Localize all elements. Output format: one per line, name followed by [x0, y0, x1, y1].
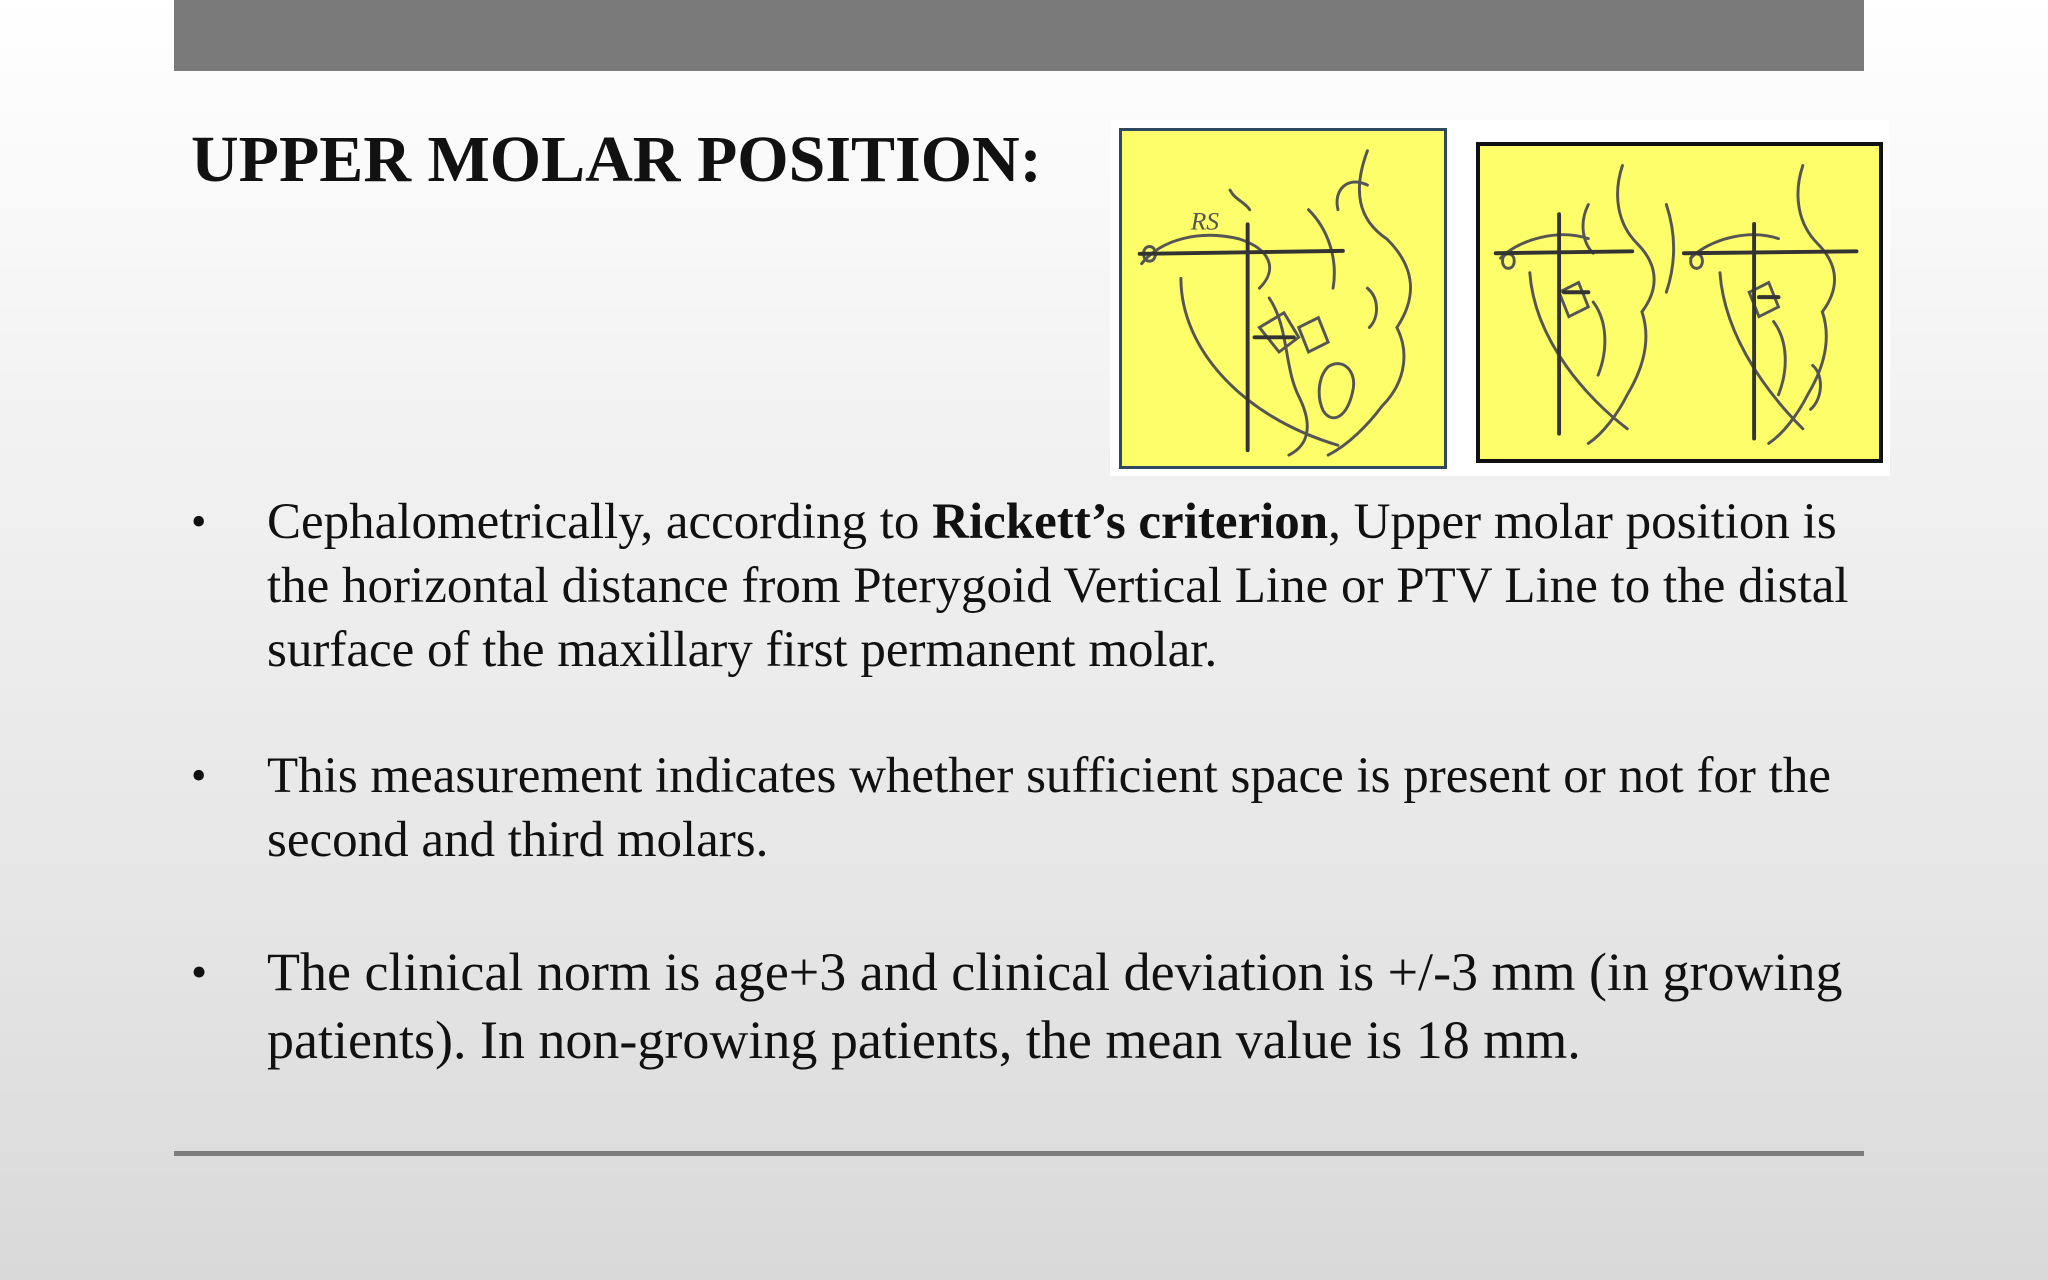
bullet-text: This measurement indicates whether sufficient space is present or not for the second and third molars.	[267, 748, 1831, 868]
footer-divider	[174, 1151, 1864, 1156]
bullet-icon: •	[191, 946, 208, 997]
tracing-sketch-right	[1480, 146, 1879, 459]
figure-label: RS	[1190, 206, 1220, 236]
bullet-icon: •	[191, 497, 207, 546]
cephalogram-tracing-right	[1476, 142, 1883, 463]
cephalometric-figure	[1110, 120, 1890, 476]
bullet-text-start: Cephalometrically, according to	[267, 494, 933, 550]
cephalogram-tracing-left	[1119, 128, 1447, 469]
bullet-text-bold: Rickett’s criterion	[932, 494, 1329, 550]
header-bar	[174, 0, 1864, 71]
bullet-text-end: , Upper molar position is the horizontal distance from Pterygoid Vertical Line or PTV Line to the distal surface of the maxillary first permanent molar.	[267, 494, 1849, 678]
bullet-text: The clinical norm is age+3 and clinical deviation is +/-3 mm (in growing patients). In non-growing patients, the mean value is 18 mm.	[267, 942, 1843, 1070]
bullet-list	[191, 490, 1891, 1074]
bullet-item	[191, 744, 1891, 872]
bullet-item	[191, 490, 1891, 682]
bullet-item	[191, 938, 1891, 1074]
bullet-icon: •	[191, 751, 207, 800]
slide-title: UPPER MOLAR POSITION:	[191, 123, 1042, 196]
tracing-sketch-left	[1122, 131, 1444, 466]
